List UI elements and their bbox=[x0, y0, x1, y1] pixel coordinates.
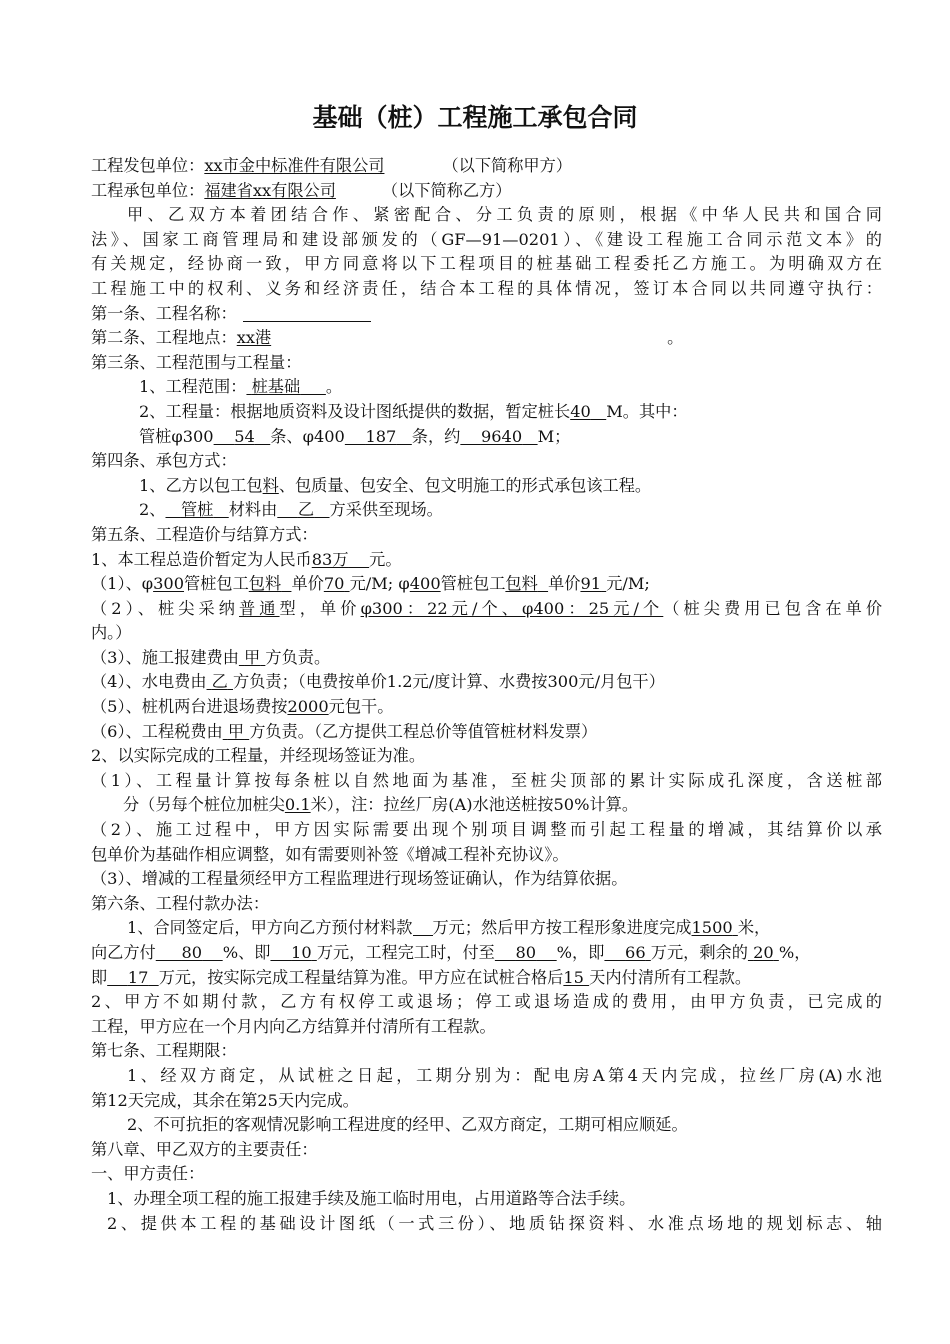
material-supplier: 乙 bbox=[297, 500, 315, 520]
project-name-blank bbox=[243, 304, 371, 322]
article-8-heading: 第八章、甲乙双方的主要责任： bbox=[91, 1139, 318, 1159]
project-site-value: xx港 bbox=[236, 328, 272, 348]
preamble-line: 甲、乙双方本着团结合作、紧密配合、分工负责的原则，根据《中华人民共和国合同 bbox=[127, 205, 882, 225]
pile-tip-type: 普通 bbox=[239, 598, 280, 618]
scope-value: 桩基础 bbox=[251, 377, 301, 397]
pile-tip-prices: φ300：22元/个、φ400：25元/个 bbox=[360, 598, 664, 618]
payment-line: 1、合同签定后，甲方向乙方预付材料款 万元；然后甲方按工程形象进度完成1500 米， bbox=[127, 918, 771, 938]
article-1 bbox=[91, 302, 882, 327]
quantity-rule-line: 分（另每个桩位加桩尖0.1米），注：拉丝厂房(A)水池送桩按50%计算。 bbox=[123, 795, 639, 815]
preamble-line: 工程施工中的权利、义务和经济责任，结合本工程的具体情况，签订本合同以共同遵守执行： bbox=[91, 278, 882, 298]
scope-line: 1、工程范围： 桩基础 。 bbox=[139, 377, 343, 397]
late-payment-line: 2、甲方不如期付款，乙方有权停工或退场；停工或退场造成的费用，由甲方负责，已完成的 bbox=[91, 992, 882, 1012]
pricing-type: 包料 bbox=[505, 574, 538, 594]
project-site-label: 第二条、工程地点： bbox=[91, 328, 237, 348]
rig-fee-line: （5）、桩机两台进退场费按2000元包干。 bbox=[91, 697, 394, 717]
permit-fee-line: （3）、施工报建费由 甲 方负责。 bbox=[91, 647, 331, 667]
advance-payment-blank bbox=[413, 918, 433, 936]
contract-mode-line: 1、乙方以包工包料、包质量、包安全、包文明施工的形式承包该工程。 bbox=[139, 475, 652, 495]
article-7-heading: 第七条、工程期限： bbox=[91, 1041, 237, 1061]
force-majeure-line: 2、不可抗拒的客观情况影响工程进度的经甲、乙双方商定，工期可相应顺延。 bbox=[127, 1115, 688, 1135]
contractor-value: 福建省xx有限公司 bbox=[204, 180, 336, 200]
unit-price-300: 70 bbox=[323, 574, 345, 594]
adjustment-line: （2）、施工过程中，甲方因实际需要出现个别项目调整而引起工程量的增减，其结算价以承 bbox=[91, 820, 882, 840]
article-6-heading: 第六条、工程付款办法： bbox=[91, 893, 270, 913]
tax-line: （6）、工程税费由 甲 方负责。（乙方提供工程总价等值管桩材料发票） bbox=[91, 721, 598, 741]
schedule-line: 1、经双方商定，从试桩之日起，工期分别为：配电房A第4天内完成，拉丝厂房(A)水池 bbox=[127, 1065, 882, 1085]
unit-price-400: 91 bbox=[580, 574, 602, 594]
article-2: 第二条、工程地点：xx港 。 bbox=[91, 328, 684, 348]
project-name-label: 第一条、工程名称： bbox=[91, 303, 237, 323]
unit-price-line: （1）、φ300管桩包工包料 单价70 元/M; φ400管桩包工包料 单价91 元/M; bbox=[91, 574, 650, 594]
party-a-duty: 2、提供本工程的基础设计图纸（一式三份）、地质钻探资料、水准点场地的规划标志、轴 bbox=[107, 1213, 882, 1233]
preamble-line: 有关规定，经协商一致，甲方同意将以下工程项目的桩基础工程委托乙方施工。为明确双方在 bbox=[91, 254, 882, 274]
pricing-type: 包料 bbox=[248, 574, 282, 594]
material-value: 管桩 bbox=[180, 500, 214, 520]
adjustment-line: 包单价为基础作相应调整，如有需要则补签《增减工程补充协议》。 bbox=[91, 844, 569, 864]
payment-line: 向乙方付 80 %、即 10 万元，工程完工时，付至 80 %，即 66 万元，剩余的 20 %， bbox=[91, 943, 811, 962]
contract-body bbox=[91, 154, 882, 1236]
article-3-heading: 第三条、工程范围与工程量： bbox=[91, 352, 302, 372]
issuer-label: 工程发包单位： bbox=[91, 156, 205, 175]
contractor-line bbox=[91, 179, 882, 204]
article-5-heading: 第五条、工程造价与结算方式： bbox=[91, 524, 318, 544]
pile-total-length: 9640 bbox=[480, 426, 523, 446]
article-4-heading: 第四条、承包方式： bbox=[91, 451, 237, 471]
quantity-rule-line: （1）、工程量计算按每条桩以自然地面为基准，至桩尖顶部的累计实际成孔深度，含送桩部 bbox=[91, 770, 882, 790]
late-payment-line: 工程，甲方应在一个月内向乙方结算并付清所有工程款。 bbox=[91, 1016, 496, 1036]
party-a-duty: 1、办理全项工程的施工报建手续及施工临时用电，占用道路等合法手续。 bbox=[107, 1188, 636, 1208]
payment-line: 即 17 万元，按实际完成工程量结算为准。甲方应在试桩合格后15 天内付清所有工程款。 bbox=[91, 967, 752, 987]
total-price-line: 1、本工程总造价暂定为人民币83万 元。 bbox=[91, 549, 402, 569]
preamble-line: 法》、国家工商管理局和建设部颁发的（GF—91—0201）、《建设工程施工合同示范文本》的 bbox=[91, 229, 882, 249]
settlement-basis: 2、以实际完成的工程量，并经现场签证为准。 bbox=[91, 746, 426, 766]
pile-300-count: 54 bbox=[234, 426, 255, 446]
pile-count-line: 管桩φ300 54 条、φ400 187 条，约 9640 M； bbox=[139, 426, 571, 446]
pile-tip-line-end: 内。） bbox=[91, 623, 132, 643]
contractor-note: （以下简称乙方） bbox=[381, 180, 512, 200]
issuer-line bbox=[91, 154, 882, 179]
pile-tip-line: （2）、桩尖采纳普通型，单价φ300：22元/个、φ400：25元/个（桩尖费用已包含在单价 bbox=[91, 598, 883, 618]
party-a-heading: 一、甲方责任： bbox=[91, 1164, 205, 1184]
document-title: 基础（桩）工程施工承包合同 bbox=[312, 103, 638, 132]
utility-fee-line: （4）、水电费由 乙 方负责；（电费按单价1.2元/度计算、水费按300元/月包干） bbox=[91, 672, 665, 692]
pile-length: 40 bbox=[570, 401, 591, 421]
material-line: 2、 管桩 材料由 乙 方采供至现场。 bbox=[139, 500, 443, 520]
certification-line: （3）、增减的工程量须经甲方工程监理进行现场签证确认，作为结算依据。 bbox=[91, 869, 628, 889]
pile-400-count: 187 bbox=[365, 426, 397, 446]
issuer-note: （以下简称甲方） bbox=[442, 156, 572, 175]
quantity-line: 2、工程量：根据地质资料及设计图纸提供的数据，暂定桩长40 M。其中： bbox=[139, 401, 688, 421]
total-price-value: 83万 bbox=[311, 549, 349, 569]
progress-meters: 1500 bbox=[691, 918, 733, 938]
contractor-label: 工程承包单位： bbox=[91, 180, 205, 200]
schedule-line: 第12天完成，其余在第25天内完成。 bbox=[91, 1090, 359, 1110]
issuer-value: xx市金中标准件有限公司 bbox=[204, 156, 385, 175]
contract-mode-value: 料 bbox=[262, 475, 279, 495]
